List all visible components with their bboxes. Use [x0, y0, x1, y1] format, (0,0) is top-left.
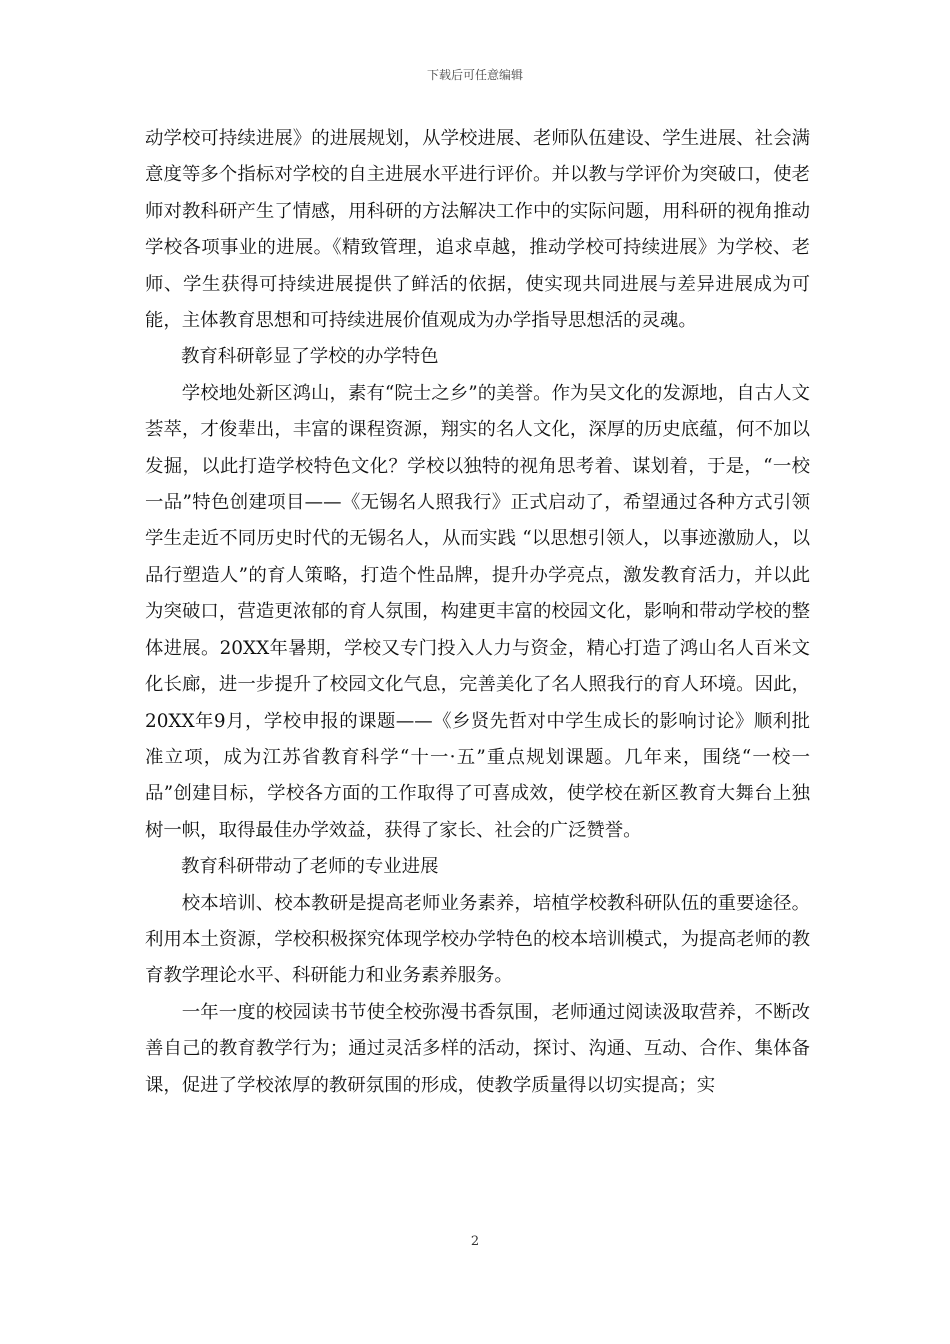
- body-paragraph: 一年一度的校园读书节使全校弥漫书香氛围，老师通过阅读汲取营养，不断改善自己的教育教学行为；通过灵活多样的活动，探讨、沟通、互动、合作、集体备课，促进了学校浓厚的教研氛围的形成，使教学质量得以切实提高；实: [145, 1001, 810, 1096]
- page-number: 2: [470, 1234, 480, 1249]
- document-body: [145, 121, 810, 1104]
- section-heading: 教育科研带动了老师的专业进展: [181, 856, 439, 878]
- page-header: 下载后可任意编辑: [426, 68, 523, 82]
- body-paragraph: 动学校可持续进展》的进展规划，从学校进展、老师队伍建设、学生进展、社会满意度等多个指标对学校的自主进展水平进行评价。并以教与学评价为突破口，使老师对教科研产生了情感，用科研的方法解决工作中的实际问题，用科研的视角推动学校各项事业的进展。《精致管理，追求卓越，推动学校可持续进展》为学校、老师、学生获得可持续进展提供了鲜活的依据，使实现共同进展与差异进展成为可能，主体教育思想和可持续进展价值观成为办学指导思想活的灵魂。: [145, 128, 810, 332]
- body-paragraph: 学校地处新区鸿山，素有“院士之乡”的美誉。作为吴文化的发源地，自古人文荟萃，才俊辈出，丰富的课程资源，翔实的名人文化，深厚的历史底蕴，何不加以发掘，以此打造学校特色文化？学校以独特的视角思考着、谋划着，于是，“一校一品”特色创建项目——《无锡名人照我行》正式启动了，希望通过各种方式引领学生走近不同历史时代的无锡名人，从而实践 “以思想引领人，以事迹激励人，以品行塑造人”的育人策略，打造个性品牌，提升办学亮点，激发教育活力，并以此为突破口，营造更浓郁的育人氛围，构建更丰富的校园文化，影响和带动学校的整体进展。20XX年暑期，学校又专门投入人力与资金，精心打造了鸿山名人百米文化长廊，进一步提升了校园文化气息，完善美化了名人照我行的育人环境。因此，20XX年9月，学校申报的课题——《乡贤先哲对中学生成长的影响讨论》顺利批准立项，成为江苏省教育科学“十一·五”重点规划课题。几年来，围绕“一校一品”创建目标，学校各方面的工作取得了可喜成效，使学校在新区教育大舞台上独树一帜，取得最佳办学效益，获得了家长、社会的广泛赞誉。: [145, 382, 810, 841]
- body-paragraph: 校本培训、校本教研是提高老师业务素养，培植学校教科研队伍的重要途径。利用本土资源，学校积极探究体现学校办学特色的校本培训模式，为提高老师的教育教学理论水平、科研能力和业务素养服务。: [145, 892, 810, 987]
- section-heading: 教育科研彰显了学校的办学特色: [181, 346, 439, 368]
